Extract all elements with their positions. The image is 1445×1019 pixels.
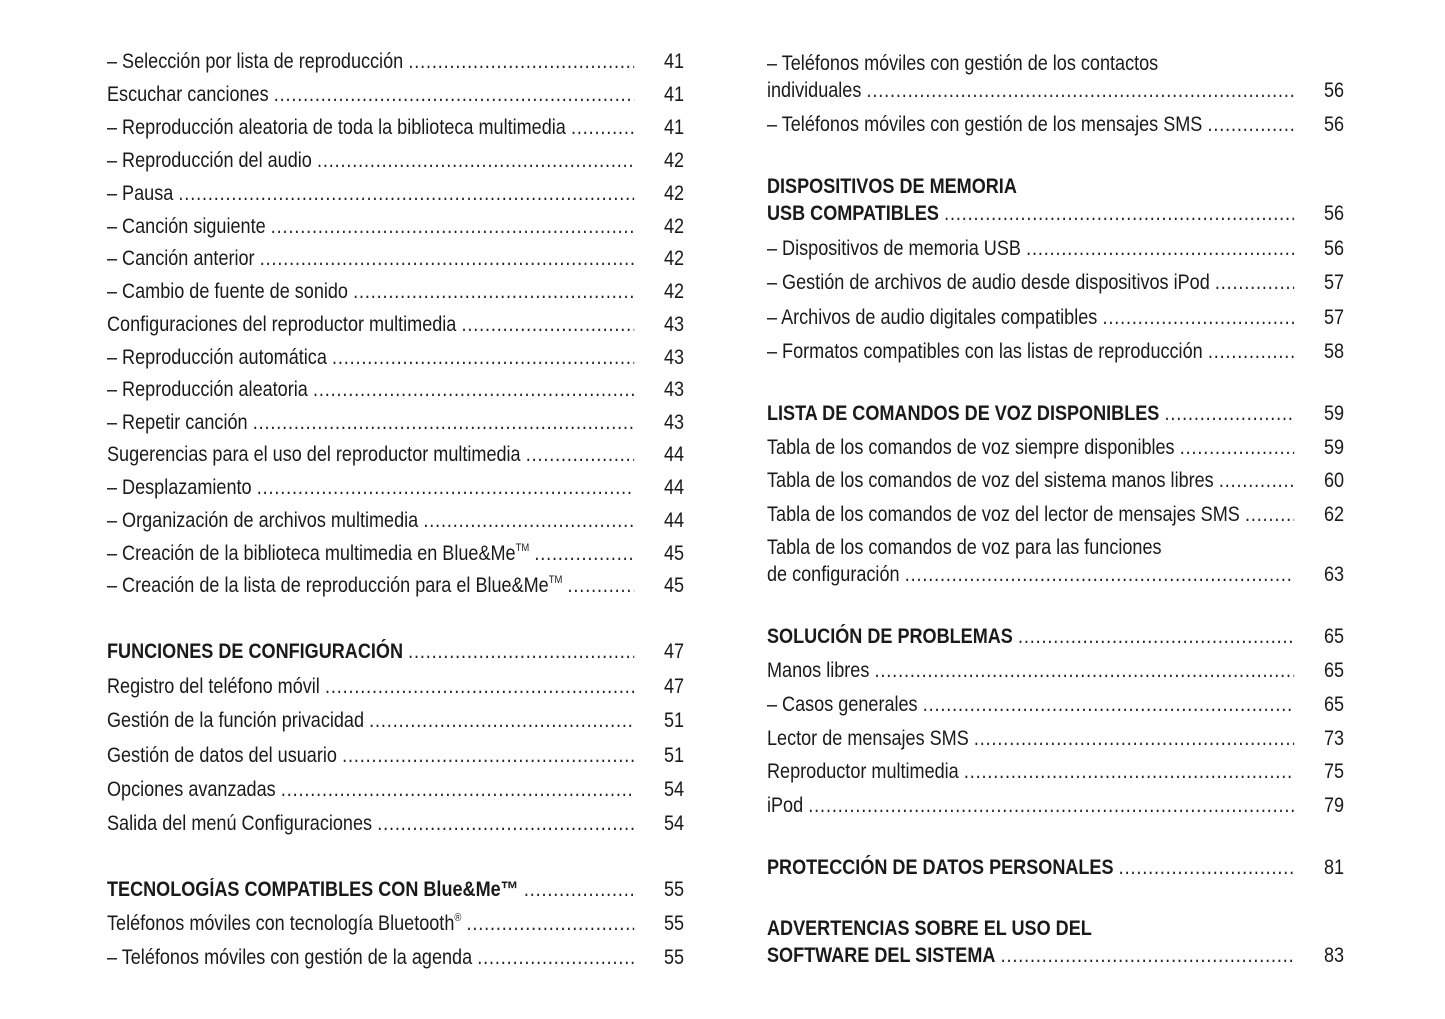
toc-entry[interactable]: [107, 508, 684, 534]
toc-page-number: 45: [664, 574, 685, 597]
toc-entry[interactable]: [107, 573, 684, 599]
dot-leader: [462, 312, 635, 338]
toc-entry-title: [767, 562, 900, 588]
toc-entry-text: SOLUCIÓN DE PROBLEMAS: [767, 625, 1013, 648]
toc-entry-title: [107, 115, 566, 141]
toc-entry-title: [107, 82, 269, 108]
toc-section-heading[interactable]: [767, 624, 1344, 650]
toc-entry-title: [107, 945, 472, 971]
toc-entry-text: – Teléfonos móviles con gestión de la agenda: [107, 946, 473, 969]
toc-entry-text: – Gestión de archivos de audio desde dispositivos iPod: [767, 271, 1210, 294]
toc-page-number: 44: [664, 443, 685, 466]
toc-entry[interactable]: [767, 236, 1344, 262]
toc-page-number: 45: [664, 542, 685, 565]
toc-entry-text: de configuración: [767, 563, 900, 586]
toc-section-heading[interactable]: [107, 877, 684, 903]
toc-page-number: 42: [664, 182, 685, 205]
toc-entry-title: [107, 49, 403, 75]
toc-entry-text: – Dispositivos de memoria USB: [767, 237, 1021, 260]
toc-entry[interactable]: [767, 658, 1344, 684]
toc-entry-text: PROTECCIÓN DE DATOS PERSONALES: [767, 856, 1114, 879]
toc-entry[interactable]: [767, 435, 1344, 461]
toc-entry-text: – Teléfonos móviles con gestión de los mensajes SMS: [767, 113, 1203, 136]
toc-entry-title: [107, 811, 372, 837]
dot-leader: [1026, 236, 1294, 262]
toc-entry[interactable]: [107, 911, 684, 937]
toc-entry-title: [107, 345, 327, 371]
toc-entry-title: [767, 401, 1159, 427]
toc-entry[interactable]: [107, 115, 684, 141]
toc-entry-title: [107, 508, 418, 534]
dot-leader: [568, 573, 635, 599]
toc-page-number: 65: [1324, 659, 1345, 682]
toc-page-number: 81: [1324, 856, 1345, 879]
toc-entry[interactable]: [767, 270, 1344, 296]
dot-leader: [477, 945, 634, 971]
dot-leader: [1119, 855, 1295, 881]
dot-leader: [808, 793, 1294, 819]
toc-entry[interactable]: [767, 305, 1344, 331]
dot-leader: [408, 49, 634, 75]
toc-entry-text: – Desplazamiento: [107, 476, 252, 499]
toc-entry-text: FUNCIONES DE CONFIGURACIÓN: [107, 640, 404, 663]
toc-page-number: 75: [1324, 760, 1345, 783]
toc-entry-title: [107, 312, 456, 338]
dot-leader: [974, 726, 1294, 752]
dot-leader: [271, 214, 634, 240]
toc-page-number: 47: [664, 640, 685, 663]
dot-leader: [875, 658, 1295, 684]
toc-entry[interactable]: [107, 246, 684, 272]
toc-page-number: 55: [664, 912, 685, 935]
toc-section-heading[interactable]: [107, 639, 684, 665]
toc-entry-text: – Creación de la biblioteca multimedia en Blue&Me: [107, 542, 516, 565]
toc-page-number: 58: [1324, 340, 1345, 363]
toc-entry[interactable]: [107, 743, 684, 769]
toc-entry[interactable]: [107, 49, 684, 75]
toc-page-number: 56: [1324, 113, 1345, 136]
toc-page-number: 83: [1324, 944, 1345, 967]
toc-entry-title: [767, 305, 1097, 331]
dot-leader: [1208, 339, 1294, 365]
dot-leader: [1215, 270, 1294, 296]
dot-leader: [423, 508, 634, 534]
toc-page-number: 42: [664, 280, 685, 303]
toc-entry-text: – Archivos de audio digitales compatibles: [767, 306, 1098, 329]
toc-page-number: 56: [1324, 79, 1345, 102]
toc-entry-text: – Reproducción aleatoria: [107, 378, 308, 401]
toc-entry-title: [107, 674, 320, 700]
toc-entry-title: [107, 708, 364, 734]
toc-entry-title: [767, 236, 1021, 262]
dot-leader: [571, 115, 634, 141]
toc-entry[interactable]: [107, 345, 684, 371]
toc-page-number: 73: [1324, 727, 1345, 750]
toc-page-number: 43: [664, 378, 685, 401]
toc-page-number: 54: [664, 778, 685, 801]
toc-entry-text: Teléfonos móviles con tecnología Bluetooth: [107, 912, 455, 935]
toc-page-number: 62: [1324, 503, 1345, 526]
toc-entry-first-line: – Teléfonos móviles con gestión de los contactos: [767, 52, 1159, 75]
toc-page-number: 51: [664, 744, 685, 767]
toc-entry[interactable]: [767, 562, 1344, 588]
toc-entry-text: Lector de mensajes SMS: [767, 727, 969, 750]
toc-section-heading[interactable]: [767, 201, 1344, 227]
dot-leader: [257, 475, 634, 501]
dot-leader: [867, 78, 1295, 104]
toc-entry-title: [107, 279, 348, 305]
toc-entry-title: [767, 658, 869, 684]
toc-entry-text: Registro del teléfono móvil: [107, 675, 320, 698]
toc-entry[interactable]: [767, 78, 1344, 104]
toc-entry-text: iPod: [767, 794, 804, 817]
toc-entry-text: Opciones avanzadas: [107, 778, 276, 801]
toc-entry-text: Configuraciones del reproductor multimedia: [107, 313, 457, 336]
dot-leader: [526, 442, 634, 468]
toc-entry-text: – Canción siguiente: [107, 215, 266, 238]
toc-entry-text: – Organización de archivos multimedia: [107, 509, 419, 532]
toc-page-number: 41: [664, 83, 685, 106]
toc-entry-text: TECNOLOGÍAS COMPATIBLES CON Blue&Me™: [107, 878, 519, 901]
toc-entry[interactable]: [107, 214, 684, 240]
dot-leader: [281, 777, 634, 803]
dot-leader: [274, 82, 634, 108]
toc-page-number: 63: [1324, 563, 1345, 586]
toc-page-number: 57: [1324, 306, 1345, 329]
toc-entry-first-line: DISPOSITIVOS DE MEMORIA: [767, 175, 1017, 198]
toc-page-number: 41: [664, 116, 685, 139]
toc-entry-superscript: ®: [454, 912, 462, 924]
toc-entry-title: [107, 214, 266, 240]
toc-entry-title: [107, 777, 276, 803]
toc-entry[interactable]: [107, 475, 684, 501]
toc-entry-title: [107, 410, 248, 436]
dot-leader: [313, 377, 634, 403]
toc-entry-text: SOFTWARE DEL SISTEMA: [767, 944, 996, 967]
toc-entry-text: LISTA DE COMANDOS DE VOZ DISPONIBLES: [767, 402, 1160, 425]
toc-entry[interactable]: [767, 502, 1344, 528]
toc-page-number: 43: [664, 346, 685, 369]
toc-entry-title: [767, 943, 995, 969]
toc-entry-text: Tabla de los comandos de voz del lector de mensajes SMS: [767, 503, 1240, 526]
toc-entry[interactable]: [107, 674, 684, 700]
toc-entry[interactable]: [107, 181, 684, 207]
dot-leader: [369, 708, 634, 734]
toc-entry-first-line: ADVERTENCIAS SOBRE EL USO DEL: [767, 917, 1092, 940]
toc-page-number: 44: [664, 476, 685, 499]
toc-section-heading[interactable]: [767, 855, 1344, 881]
toc-page-number: 59: [1324, 436, 1345, 459]
toc-entry[interactable]: [107, 811, 684, 837]
toc-entry-title: [107, 377, 308, 403]
toc-entry[interactable]: [107, 279, 684, 305]
toc-entry-text: Tabla de los comandos de voz siempre disponibles: [767, 436, 1175, 459]
dot-leader: [905, 562, 1295, 588]
dot-leader: [1164, 401, 1294, 427]
toc-page-number: 54: [664, 812, 685, 835]
toc-entry[interactable]: [107, 777, 684, 803]
toc-entry[interactable]: [107, 708, 684, 734]
toc-entry-text: individuales: [767, 79, 862, 102]
toc-entry[interactable]: [107, 377, 684, 403]
dot-leader: [342, 743, 634, 769]
toc-page-number: 44: [664, 509, 685, 532]
toc-entry-title: [107, 181, 173, 207]
toc-section-heading[interactable]: [767, 943, 1344, 969]
dot-leader: [1245, 502, 1294, 528]
toc-entry-text: – Selección por lista de reproducción: [107, 50, 404, 73]
dot-leader: [944, 201, 1294, 227]
toc-entry[interactable]: [107, 148, 684, 174]
toc-entry-text: Manos libres: [767, 659, 870, 682]
toc-entry-text: – Reproducción automática: [107, 346, 327, 369]
toc-entry-text: Sugerencias para el uso del reproductor multimedia: [107, 443, 521, 466]
toc-entry[interactable]: [107, 442, 684, 468]
toc-entry-text: Tabla de los comandos de voz del sistema manos libres: [767, 469, 1214, 492]
toc-entry[interactable]: [107, 410, 684, 436]
toc-entry-title: [107, 877, 519, 903]
toc-entry-title: [107, 541, 529, 567]
toc-page-number: 42: [664, 215, 685, 238]
toc-entry-text: – Reproducción aleatoria de toda la biblioteca multimedia: [107, 116, 566, 139]
toc-entry-text: USB COMPATIBLES: [767, 202, 939, 225]
toc-page-number: 55: [664, 946, 685, 969]
toc-entry-text: – Pausa: [107, 182, 174, 205]
dot-leader: [1219, 468, 1294, 494]
toc-entry-superscript: TM: [548, 574, 563, 586]
toc-page-number: 47: [664, 675, 685, 698]
toc-page-number: 60: [1324, 469, 1345, 492]
dot-leader: [377, 811, 634, 837]
toc-entry-title: [767, 855, 1114, 881]
dot-leader: [1102, 305, 1294, 331]
toc-page-number: 65: [1324, 625, 1345, 648]
toc-entry[interactable]: [767, 468, 1344, 494]
dot-leader: [534, 541, 634, 567]
toc-entry[interactable]: [767, 726, 1344, 752]
toc-entry[interactable]: [107, 82, 684, 108]
toc-entry[interactable]: [767, 759, 1344, 785]
toc-entry-superscript: TM: [515, 542, 530, 554]
dot-leader: [1208, 112, 1295, 138]
toc-entry-title: [107, 639, 403, 665]
toc-page-number: 56: [1324, 202, 1345, 225]
toc-entry-title: [767, 692, 918, 718]
toc-page-number: 43: [664, 313, 685, 336]
toc-entry-text: – Casos generales: [767, 693, 918, 716]
dot-leader: [332, 345, 634, 371]
toc-entry-title: [767, 759, 959, 785]
toc-entry[interactable]: [767, 692, 1344, 718]
toc-entry-title: [767, 339, 1203, 365]
dot-leader: [1018, 624, 1294, 650]
toc-page-number: 55: [664, 878, 685, 901]
dot-leader: [353, 279, 634, 305]
toc-entry[interactable]: [767, 339, 1344, 365]
toc-entry[interactable]: [767, 793, 1344, 819]
toc-page-number: 59: [1324, 402, 1345, 425]
toc-entry-text: Reproductor multimedia: [767, 760, 959, 783]
toc-entry-text: Gestión de la función privacidad: [107, 709, 365, 732]
toc-entry[interactable]: [767, 112, 1344, 138]
dot-leader: [923, 692, 1294, 718]
toc-page-number: 43: [664, 411, 685, 434]
dot-leader: [408, 639, 634, 665]
dot-leader: [317, 148, 634, 174]
toc-section-heading[interactable]: [767, 401, 1344, 427]
toc-entry-title: [767, 468, 1214, 494]
toc-entry[interactable]: [107, 312, 684, 338]
toc-entry-text: – Reproducción del audio: [107, 149, 312, 172]
dot-leader: [178, 181, 634, 207]
toc-entry-title: [107, 148, 312, 174]
dot-leader: [964, 759, 1294, 785]
toc-entry-first-line: Tabla de los comandos de voz para las funciones: [767, 536, 1162, 559]
toc-entry-text: Gestión de datos del usuario: [107, 744, 337, 767]
toc-entry-title: [107, 246, 255, 272]
toc-entry-title: [767, 624, 1013, 650]
toc-entry-title: [107, 743, 337, 769]
toc-entry-text: – Formatos compatibles con las listas de reproducción: [767, 340, 1203, 363]
toc-page-number: 41: [664, 50, 685, 73]
toc-entry-title: [767, 726, 969, 752]
toc-entry-text: – Cambio de fuente de sonido: [107, 280, 348, 303]
toc-entry-text: – Creación de la lista de reproducción para el Blue&Me: [107, 574, 549, 597]
toc-entry-text: Salida del menú Configuraciones: [107, 812, 373, 835]
toc-entry-title: [767, 502, 1240, 528]
toc-entry-title: [767, 112, 1202, 138]
toc-entry[interactable]: [107, 945, 684, 971]
dot-leader: [1001, 943, 1295, 969]
toc-entry-title: [767, 201, 939, 227]
toc-page-number: 42: [664, 149, 685, 172]
dot-leader: [260, 246, 634, 272]
toc-page-number: 65: [1324, 693, 1345, 716]
toc-entry-text: – Canción anterior: [107, 247, 255, 270]
toc-entry-title: [107, 573, 562, 599]
toc-entry-text: Escuchar canciones: [107, 83, 269, 106]
toc-page-number: 42: [664, 247, 685, 270]
toc-entry-title: [767, 793, 803, 819]
toc-entry[interactable]: [107, 541, 684, 567]
dot-leader: [325, 674, 634, 700]
toc-entry-title: [767, 435, 1175, 461]
toc-entry-title: [767, 78, 861, 104]
toc-entry-title: [767, 270, 1210, 296]
dot-leader: [524, 877, 634, 903]
dot-leader: [467, 911, 635, 937]
toc-entry-title: [107, 911, 461, 937]
toc-page-number: 57: [1324, 271, 1345, 294]
toc-page-number: 79: [1324, 794, 1345, 817]
toc-page-number: 51: [664, 709, 685, 732]
dot-leader: [1180, 435, 1294, 461]
toc-entry-text: – Repetir canción: [107, 411, 248, 434]
toc-page-number: 56: [1324, 237, 1345, 260]
toc-entry-title: [107, 475, 252, 501]
toc-entry-title: [107, 442, 521, 468]
dot-leader: [253, 410, 635, 436]
